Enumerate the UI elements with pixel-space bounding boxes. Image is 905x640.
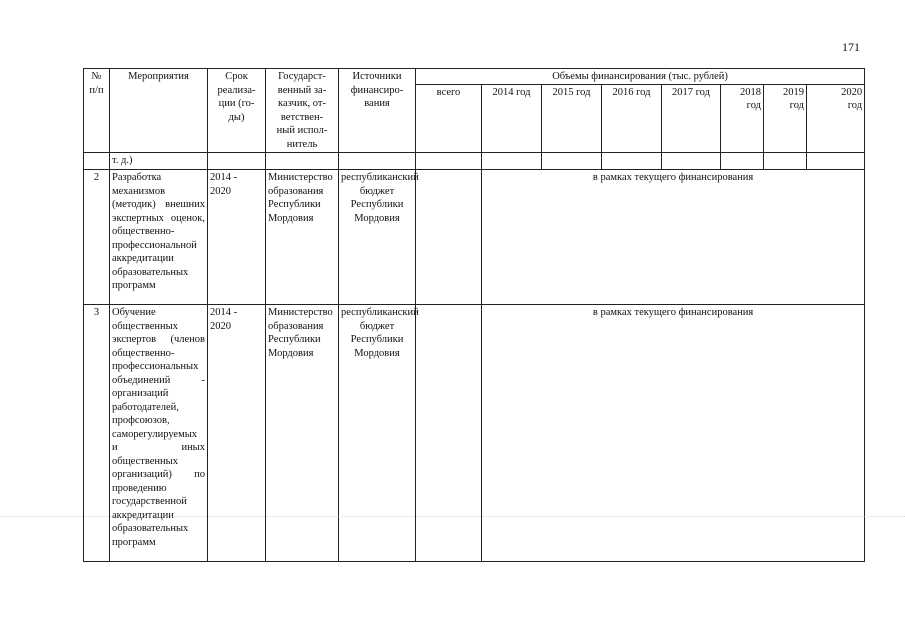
continuation-empty-cell — [602, 153, 662, 170]
row-num: 2 — [84, 170, 110, 305]
header-num: № п/п — [84, 69, 110, 153]
row-term: 2014 - 2020 — [208, 305, 266, 562]
row-total-cell — [416, 305, 482, 562]
row-activity: Разработка механизмов (методик) внешних экспертных оценок, общественно-профессиональной аккредитации образовательных программ — [110, 170, 208, 305]
header-year-2016: 2016 год — [602, 84, 662, 153]
header-year-2020: 2020 год — [807, 84, 865, 153]
header-year-2018: 2018 год — [721, 84, 764, 153]
row-financing: в рамках текущего финансирования — [482, 305, 865, 562]
header-year-2015: 2015 год — [542, 84, 602, 153]
row-financing: в рамках текущего финансирования — [482, 170, 865, 305]
continuation-num-cell — [84, 153, 110, 170]
header-row — [84, 69, 865, 85]
continuation-empty-cell — [482, 153, 542, 170]
continuation-empty-cell — [662, 153, 721, 170]
continuation-empty-cell — [721, 153, 764, 170]
row-customer: Министерство образования Республики Мордовия — [266, 170, 339, 305]
row-term: 2014 - 2020 — [208, 170, 266, 305]
continuation-empty-cell — [542, 153, 602, 170]
row-total-cell — [416, 170, 482, 305]
row-customer: Министерство образования Республики Мордовия — [266, 305, 339, 562]
continuation-empty-cell — [764, 153, 807, 170]
scan-artifact-line — [0, 516, 905, 518]
continuation-empty-cell — [339, 153, 416, 170]
continuation-empty-cell — [807, 153, 865, 170]
header-customer: Государст- венный за- казчик, от- ветствен- ный испол- нитель — [266, 69, 339, 153]
row-sources: республиканский бюджет Республики Мордовия — [339, 305, 416, 562]
header-volumes-group: Объемы финансирования (тыс. рублей) — [416, 69, 865, 85]
continuation-empty-cell — [416, 153, 482, 170]
row-sources: республиканский бюджет Республики Мордовия — [339, 170, 416, 305]
header-term: Срок реализа- ции (го- ды) — [208, 69, 266, 153]
financing-table — [83, 68, 865, 562]
header-total: всего — [416, 84, 482, 153]
header-year-2019: 2019 год — [764, 84, 807, 153]
continuation-text: т. д.) — [110, 153, 208, 170]
continuation-row — [84, 153, 865, 170]
row-num: 3 — [84, 305, 110, 562]
table-row — [84, 305, 865, 562]
row-activity: Обучение общественных экспертов (членов общественно-профессиональных объединений - организаций работодателей, профсоюзов, саморегулируемых и иных общественных организаций) по проведению государственной аккредитации образовательных программ — [110, 305, 208, 562]
continuation-empty-cell — [266, 153, 339, 170]
header-year-2017: 2017 год — [662, 84, 721, 153]
header-activities: Мероприятия — [110, 69, 208, 153]
header-year-2014: 2014 год — [482, 84, 542, 153]
continuation-empty-cell — [208, 153, 266, 170]
header-sources: Источники финансиро- вания — [339, 69, 416, 153]
page-number: 171 — [842, 40, 860, 54]
table-row — [84, 170, 865, 305]
